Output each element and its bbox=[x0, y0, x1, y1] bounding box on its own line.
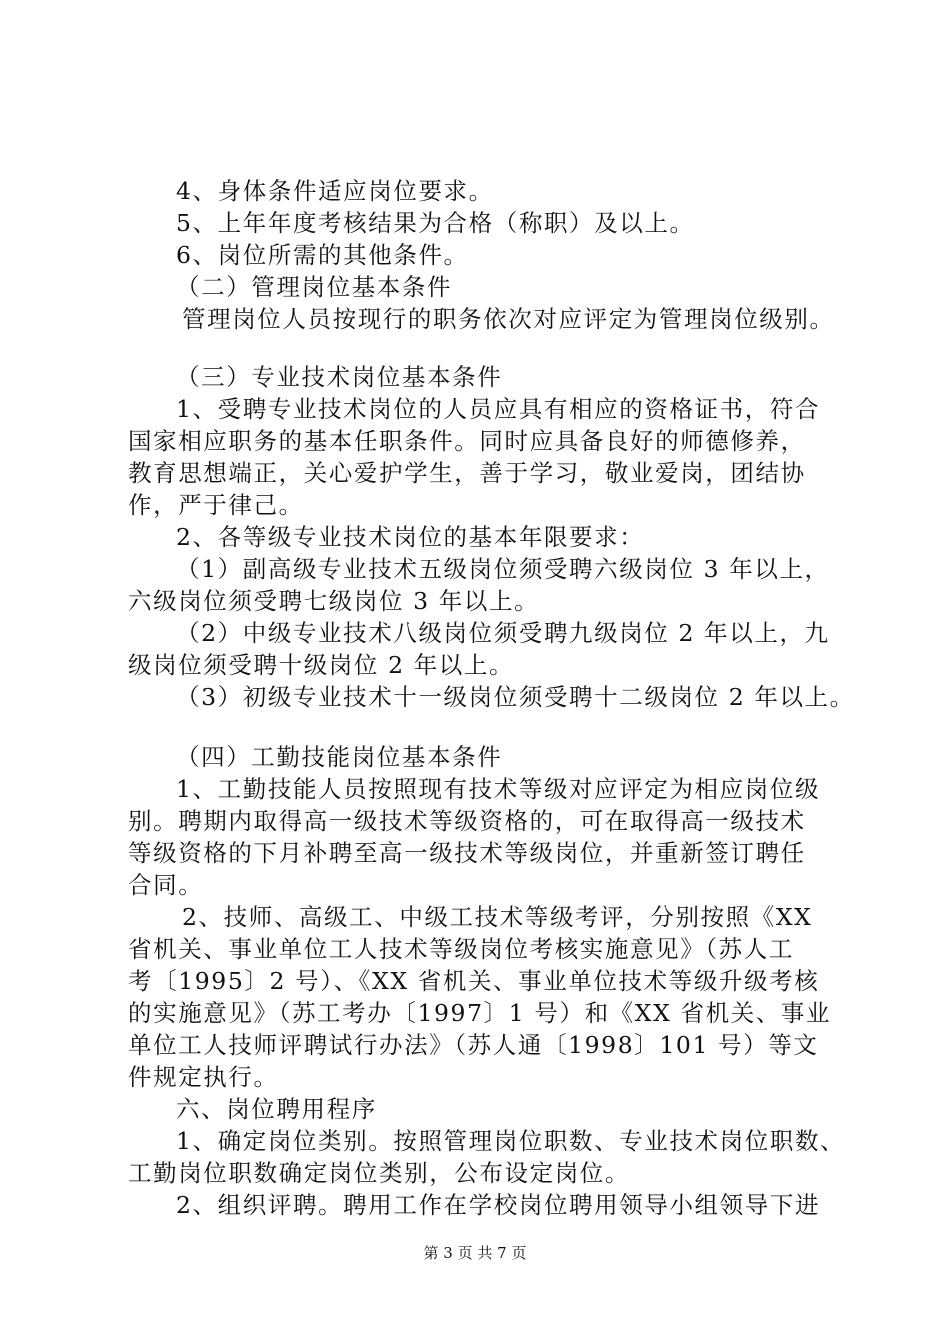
text-line: 别。聘期内取得高一级技术等级资格的，可在取得高一级技术 bbox=[128, 807, 806, 835]
text-line: 1、受聘专业技术岗位的人员应具有相应的资格证书，符合 bbox=[176, 395, 821, 423]
text-line: 2、技师、高级工、中级工技术等级考评，分别按照《XX bbox=[182, 903, 813, 931]
text-line: 单位工人技师评聘试行办法》（苏人通〔1998〕101 号）等文 bbox=[128, 1031, 819, 1059]
text-line: 的实施意见》（苏工考办〔1997〕1 号）和《XX 省机关、事业 bbox=[128, 999, 832, 1027]
text-line: （3）初级专业技术十一级岗位须受聘十二级岗位 2 年以上。 bbox=[176, 683, 855, 711]
section-heading: 六、岗位聘用程序 bbox=[176, 1095, 377, 1123]
text-line: 1、确定岗位类别。按照管理岗位职数、专业技术岗位职数、 bbox=[176, 1127, 846, 1155]
section-heading: （三）专业技术岗位基本条件 bbox=[176, 363, 503, 391]
text-line: 考〔1995〕2 号）、《XX 省机关、事业单位技术等级升级考核 bbox=[128, 967, 820, 995]
text-line: 2、组织评聘。聘用工作在学校岗位聘用领导小组领导下进 bbox=[176, 1191, 821, 1219]
text-line: 1、工勤技能人员按照现有技术等级对应评定为相应岗位级 bbox=[176, 775, 821, 803]
text-line: （1）副高级专业技术五级岗位须受聘六级岗位 3 年以上， bbox=[176, 555, 830, 583]
text-line: 2、各等级专业技术岗位的基本年限要求： bbox=[176, 523, 645, 551]
text-line: （2）中级专业技术八级岗位须受聘九级岗位 2 年以上，九 bbox=[176, 619, 830, 647]
page-footer: 第 3 页 共 7 页 bbox=[423, 1244, 527, 1262]
text-line: 5、上年年度考核结果为合格（称职）及以上。 bbox=[176, 209, 695, 237]
text-line: 工勤岗位职数确定岗位类别，公布设定岗位。 bbox=[128, 1159, 630, 1187]
section-heading: （四）工勤技能岗位基本条件 bbox=[176, 743, 503, 771]
text-line: 省机关、事业单位工人技术等级岗位考核实施意见》（苏人工 bbox=[128, 935, 794, 963]
text-line: 6、岗位所需的其他条件。 bbox=[176, 241, 469, 269]
text-line: 4、身体条件适应岗位要求。 bbox=[176, 177, 494, 205]
section-heading: （二）管理岗位基本条件 bbox=[176, 273, 453, 301]
text-line: 六级岗位须受聘七级岗位 3 年以上。 bbox=[128, 587, 540, 615]
text-line: 教育思想端正，关心爱护学生，善于学习，敬业爱岗，团结协 bbox=[128, 459, 806, 487]
text-line: 管理岗位人员按现行的职务依次对应评定为管理岗位级别。 bbox=[182, 305, 835, 333]
text-line: 合同。 bbox=[128, 871, 204, 899]
text-line: 件规定执行。 bbox=[128, 1063, 279, 1091]
text-line: 级岗位须受聘十级岗位 2 年以上。 bbox=[128, 651, 515, 679]
text-line: 国家相应职务的基本任职条件。同时应具备良好的师德修养， bbox=[128, 427, 806, 455]
text-line: 等级资格的下月补聘至高一级技术等级岗位，并重新签订聘任 bbox=[128, 839, 806, 867]
text-line: 作，严于律己。 bbox=[128, 491, 304, 519]
